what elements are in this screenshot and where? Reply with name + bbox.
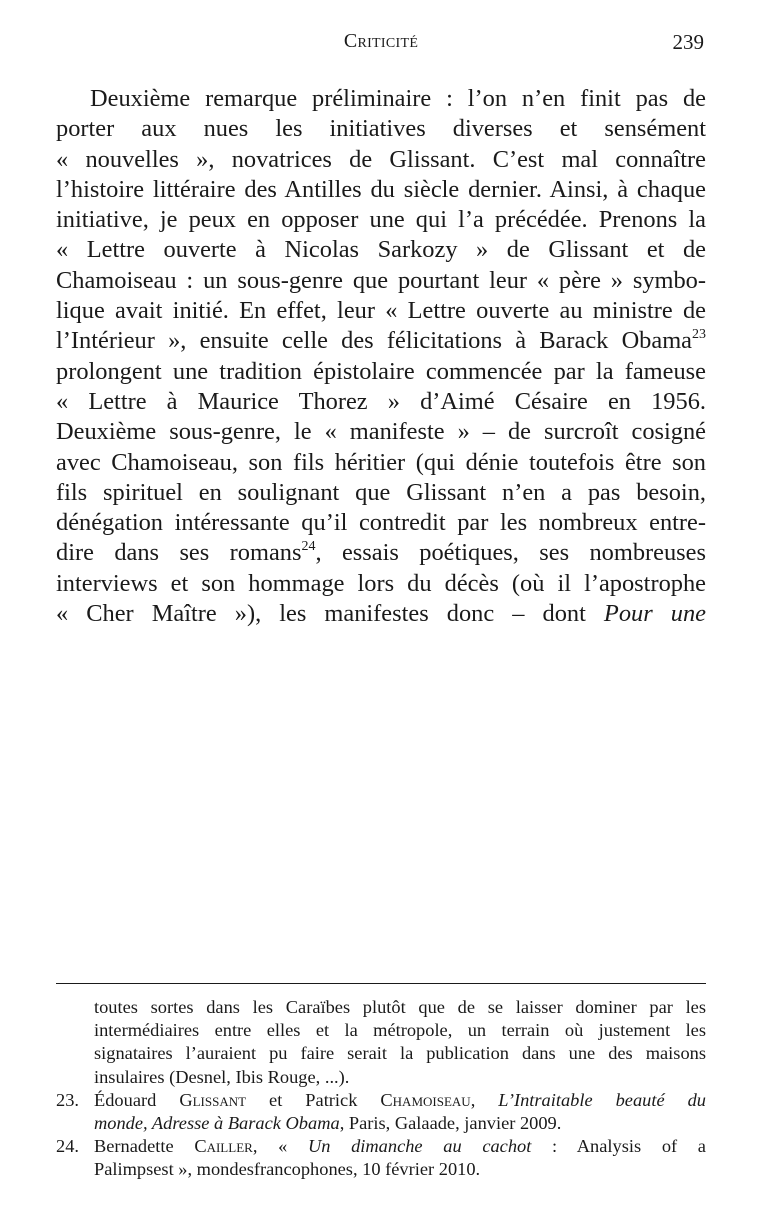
- author-last-name: Chamoiseau: [380, 1089, 471, 1110]
- text-segment: , «: [252, 1136, 288, 1157]
- text-line: « nouvelles », novatrices de Glissant. C’est mal connaître: [56, 145, 706, 173]
- author-last-name: Cailler: [194, 1136, 253, 1157]
- text-segment: , essais poétiques, ses nombreuses: [315, 539, 706, 567]
- author-first-name: Bernadette: [94, 1136, 174, 1157]
- text-line: avec Chamoiseau, son fils héritier (qui dénie toutefois être son: [56, 448, 706, 476]
- book-title: L’Intraitable beauté du: [498, 1089, 706, 1110]
- running-title: Criticité: [343, 30, 419, 52]
- text-line: lique avait initié. En effet, leur « Lettre ouverte au ministre de: [56, 297, 706, 325]
- footnote-ref-23[interactable]: 23: [692, 327, 706, 343]
- text-line: Deuxième sous-genre, le « manifeste » – de surcroît cosigné: [56, 418, 706, 446]
- text-line: interviews et son hommage lors du décès (où il l’apostrophe: [56, 569, 706, 597]
- text-line-with-footnote-ref: [56, 538, 706, 568]
- text-line: porter aux nues les initiatives diverses et sensément: [56, 115, 706, 143]
- publication-details: , Paris, Galaade, janvier 2009.: [339, 1112, 562, 1133]
- footnote-ref-24[interactable]: 24: [301, 539, 316, 555]
- text-line: Chamoiseau : un sous-genre que pourtant leur « père » symbo-: [56, 266, 706, 294]
- footnote-number: 24.: [56, 1136, 79, 1157]
- page-number: 239: [672, 30, 704, 54]
- author-first-name: Édouard: [94, 1089, 157, 1110]
- text-line-with-footnote-ref: [56, 326, 706, 356]
- text-segment: dire dans ses romans: [56, 539, 302, 567]
- footnote-continuation-line: signataires l’auraient pu faire serait la publication dans une des maisons: [94, 1043, 706, 1064]
- footnote-23-line-2: [56, 1112, 706, 1135]
- author-last-name: Glissant: [179, 1089, 247, 1110]
- footnote-continuation-line: intermédiaires entre elles et la métropole, un terrain où justement les: [94, 1020, 706, 1041]
- text-line-last: [56, 599, 706, 629]
- text-line: Deuxième remarque préliminaire : l’on n’en finit pas de: [90, 85, 706, 112]
- text-segment: l’Intérieur », ensuite celle des félicitations à Barack Obama: [56, 327, 692, 355]
- footnote-text: Édouard Glissant et Patrick Chamoiseau, L’Intraitable beauté du: [94, 1089, 706, 1110]
- text-line: l’histoire littéraire des Antilles du siècle dernier. Ainsi, à chaque: [56, 175, 706, 203]
- footnote-continuation-line: insulaires (Desnel, Ibis Rouge, ...).: [94, 1066, 350, 1087]
- text-line: dénégation intéressante qu’il contredit par les nombreux entre-: [56, 509, 706, 537]
- footnote-continuation-line: toutes sortes dans les Caraïbes plutôt que de se laisser dominer par les: [94, 997, 706, 1017]
- text-segment: et Patrick: [269, 1089, 358, 1110]
- book-title: monde, Adresse à Barack Obama: [94, 1112, 340, 1133]
- text-line: prolongent une tradition épistolaire commencée par la fameuse: [56, 357, 706, 385]
- footnote-text: [94, 1135, 706, 1158]
- footnote-23: [56, 1089, 706, 1112]
- running-head: [56, 30, 706, 60]
- text-line: « Lettre à Maurice Thorez » d’Aimé Césaire en 1956.: [56, 387, 706, 415]
- footnote-number: 23.: [56, 1089, 79, 1110]
- text-line: « Lettre ouverte à Nicolas Sarkozy » de Glissant et de: [56, 236, 706, 264]
- italic-title-fragment: Pour une: [603, 600, 706, 628]
- text-segment: « Cher Maître »), les manifestes donc – dont: [56, 600, 586, 628]
- footnote-separator: [56, 983, 706, 984]
- text-line: initiative, je peux en opposer une qui l’a précédée. Prenons la: [56, 206, 706, 234]
- article-title: Un dimanche au cachot: [307, 1136, 532, 1157]
- footnote-24: [56, 1135, 706, 1158]
- footnotes: [56, 996, 706, 1182]
- text-segment: : Analysis of a: [552, 1136, 706, 1157]
- main-paragraph: [56, 84, 706, 629]
- footnote-24-line-2: Palimpsest », mondesfrancophones, 10 février 2010.: [94, 1159, 481, 1180]
- text-line: fils spirituel en soulignant que Glissant n’en a pas besoin,: [56, 478, 706, 506]
